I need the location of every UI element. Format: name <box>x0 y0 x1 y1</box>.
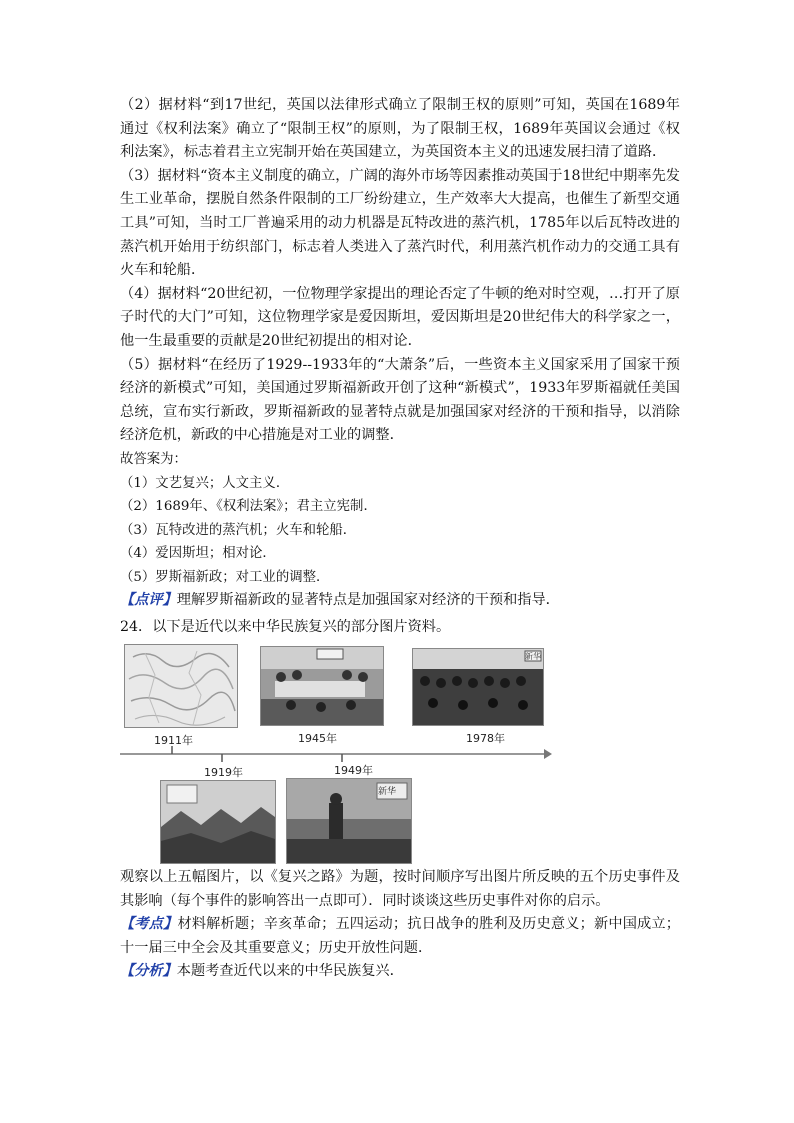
year-label-1978: 1978年 <box>466 732 505 745</box>
year-label-1949: 1949年 <box>334 764 373 777</box>
photo-1945 <box>260 646 384 726</box>
paragraph-3: （3）据材料“资本主义制度的确立，广阔的海外市场等因素推动英国于18世纪中期率先发生工业革命，摆脱自然条件限制的工厂纷纷建立，生产效率大大提高，也催生了新型交通工具”可知，当时工厂普遍采用的动力机器是瓦特改进的蒸汽机，1785年以后瓦特改进的蒸汽机开始用于纺织部门，标志着人类进入了蒸汽时代，利用蒸汽机作动力的交通工具有火车和轮船． <box>120 167 680 279</box>
year-label-1911: 1911年 <box>154 734 193 747</box>
plenary-session-image <box>413 649 543 725</box>
photo-caption-1949: 新华 <box>378 787 397 797</box>
surrender-ceremony-image <box>261 647 383 725</box>
answer-4: （4）爱因斯坦；相对论． <box>120 546 276 562</box>
answer-2: （2）1689年、《权利法案》；君主立宪制． <box>120 499 377 515</box>
question-24-prompt: 观察以上五幅图片，以《复兴之路》为题，按时间顺序写出图片所反映的五个历史事件及其影响（每个事件的影响答出一点即可）．同时谈谈这些历史事件对你的启示。 <box>120 869 680 909</box>
kaodian-tag: 【考点】 <box>120 916 178 933</box>
photo-1919 <box>160 780 276 864</box>
answer-intro: 故答案为： <box>120 451 187 467</box>
year-label-1919: 1919年 <box>204 766 243 779</box>
review-line <box>120 589 680 613</box>
year-label-1945: 1945年 <box>298 732 337 745</box>
paragraph-2: （2）据材料“到17世纪，英国以法律形式确立了限制王权的原则”可知，英国在1689年通过《权利法案》确立了“限制王权”的原则，为了限制王权，1689年英国议会通过《权利法案》，标志着君主立宪制开始在英国建立，为英国资本主义的迅速发展扫清了道路． <box>120 97 680 161</box>
answer-block <box>120 94 680 613</box>
map-texture-image <box>125 645 237 727</box>
photo-1911 <box>124 644 238 728</box>
fenxi-line <box>120 960 680 984</box>
review-text: 理解罗斯福新政的显著特点是加强国家对经济的干预和指导． <box>176 592 560 609</box>
review-tag: 【点评】 <box>120 592 177 609</box>
answer-5: （5）罗斯福新政；对工业的调整． <box>120 569 330 585</box>
may-fourth-image <box>161 781 275 863</box>
paragraph-5: （5）据材料“在经历了1929--1933年的“大萧条”后，一些资本主义国家采用了国家干预经济的新模式”可知，美国通过罗斯福新政开创了这种“新模式”，1933年罗斯福就任美国总统，宣布实行新政，罗斯福新政的显著特点就是加强国家对经济的干预和指导，以消除经济危机，新政的中心措施是对工业的调整． <box>120 356 680 444</box>
question-24-body <box>120 866 680 984</box>
history-timeline-figure <box>120 642 552 864</box>
answer-1: （1）文艺复兴；人文主义． <box>120 475 290 491</box>
answer-3: （3）瓦特改进的蒸汽机；火车和轮船． <box>120 522 357 538</box>
question-24-title: 24．以下是近代以来中华民族复兴的部分图片资料。 <box>120 619 451 635</box>
paragraph-4: （4）据材料“20世纪初，一位物理学家提出的理论否定了牛顿的绝对时空观，…打开了原子时代的大门”可知，这位物理学家是爱因斯坦，爱因斯坦是20世纪伟大的科学家之一，他一生最重要的贡献是20世纪初提出的相对论． <box>120 285 680 349</box>
kaodian-line <box>120 913 680 960</box>
photo-caption-1978: 新华 <box>525 652 541 661</box>
fenxi-text: 本题考查近代以来的中华民族复兴． <box>176 963 404 980</box>
kaodian-text: 材料解析题；辛亥革命；五四运动；抗日战争的胜利及历史意义；新中国成立；十一届三中全会及其重要意义；历史开放性问题． <box>120 916 680 956</box>
fenxi-tag: 【分析】 <box>120 963 177 980</box>
